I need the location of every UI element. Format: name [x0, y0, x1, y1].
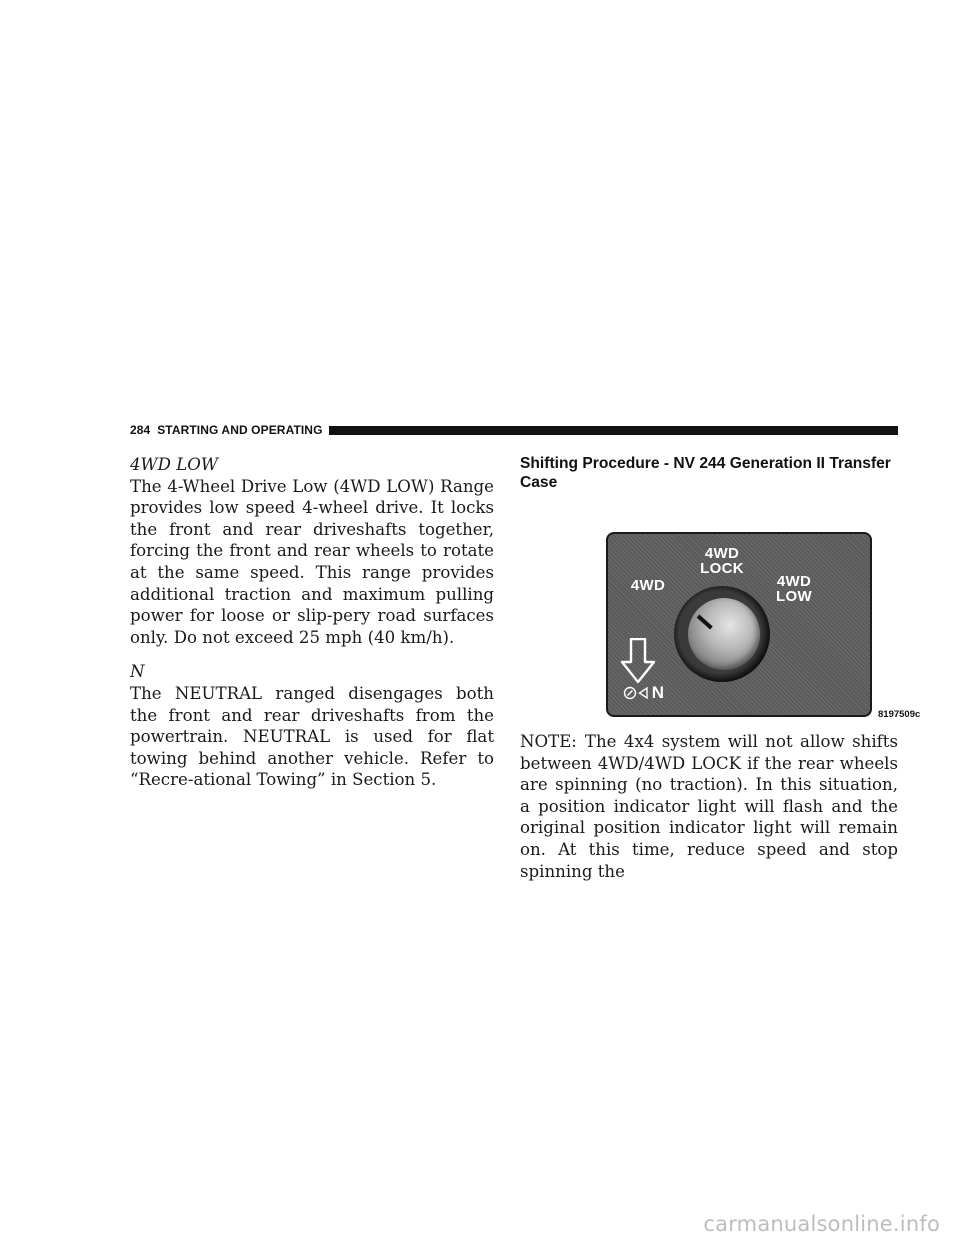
page-header-text	[130, 423, 323, 437]
paragraph-neutral: The NEUTRAL ranged disengages both the front and rear driveshafts from the powertrain. NEUTRAL is used for flat towing behind another vehicle. Refer to “Recre-ational Towing” in Section 5.	[130, 683, 494, 790]
heading-neutral: N	[130, 662, 145, 682]
label-4wd-lock: 4WD LOCK	[700, 545, 744, 577]
page-number: 284	[130, 423, 151, 437]
note-label: NOTE:	[520, 732, 577, 751]
switch-panel	[606, 532, 872, 717]
figure-code: 8197509c	[878, 709, 921, 720]
page-header	[130, 423, 898, 437]
watermark: carmanualsonline.info	[703, 1212, 940, 1236]
down-arrow-icon	[620, 638, 656, 684]
section-title: STARTING AND OPERATING	[157, 423, 323, 437]
note-body: The 4x4 system will not allow shifts between 4WD/4WD LOCK if the rear wheels are spinning (no traction). In this situation, a position indicator light will flash and the original position indicator light will remain on. At this time, reduce speed and stop spinning the	[520, 732, 898, 881]
position-indicator-icon	[623, 686, 637, 700]
header-rule	[329, 426, 898, 435]
left-triangle-icon	[638, 687, 648, 699]
heading-4wd-low: 4WD LOW	[130, 455, 218, 474]
section-heading: Shifting Procedure - NV 244 Generation II Transfer Case	[520, 455, 891, 491]
right-column	[520, 454, 921, 882]
selector-knob	[688, 598, 760, 670]
transfer-case-switch-figure	[606, 532, 921, 720]
label-neutral: N	[651, 683, 665, 702]
paragraph-4wd-low: The 4-Wheel Drive Low (4WD LOW) Range provides low speed 4-wheel drive. It locks the front and rear driveshafts together, forcing the front and rear wheels to rotate at the same speed. This range provides additional traction and maximum pulling power for loose or slip-pery road surfaces only. Do not exceed 25 mph (40 km/h).	[130, 476, 494, 647]
label-4wd-low: 4WD LOW	[776, 573, 812, 605]
left-column	[130, 454, 494, 791]
note-paragraph	[520, 731, 898, 882]
label-4wd: 4WD	[630, 577, 666, 594]
